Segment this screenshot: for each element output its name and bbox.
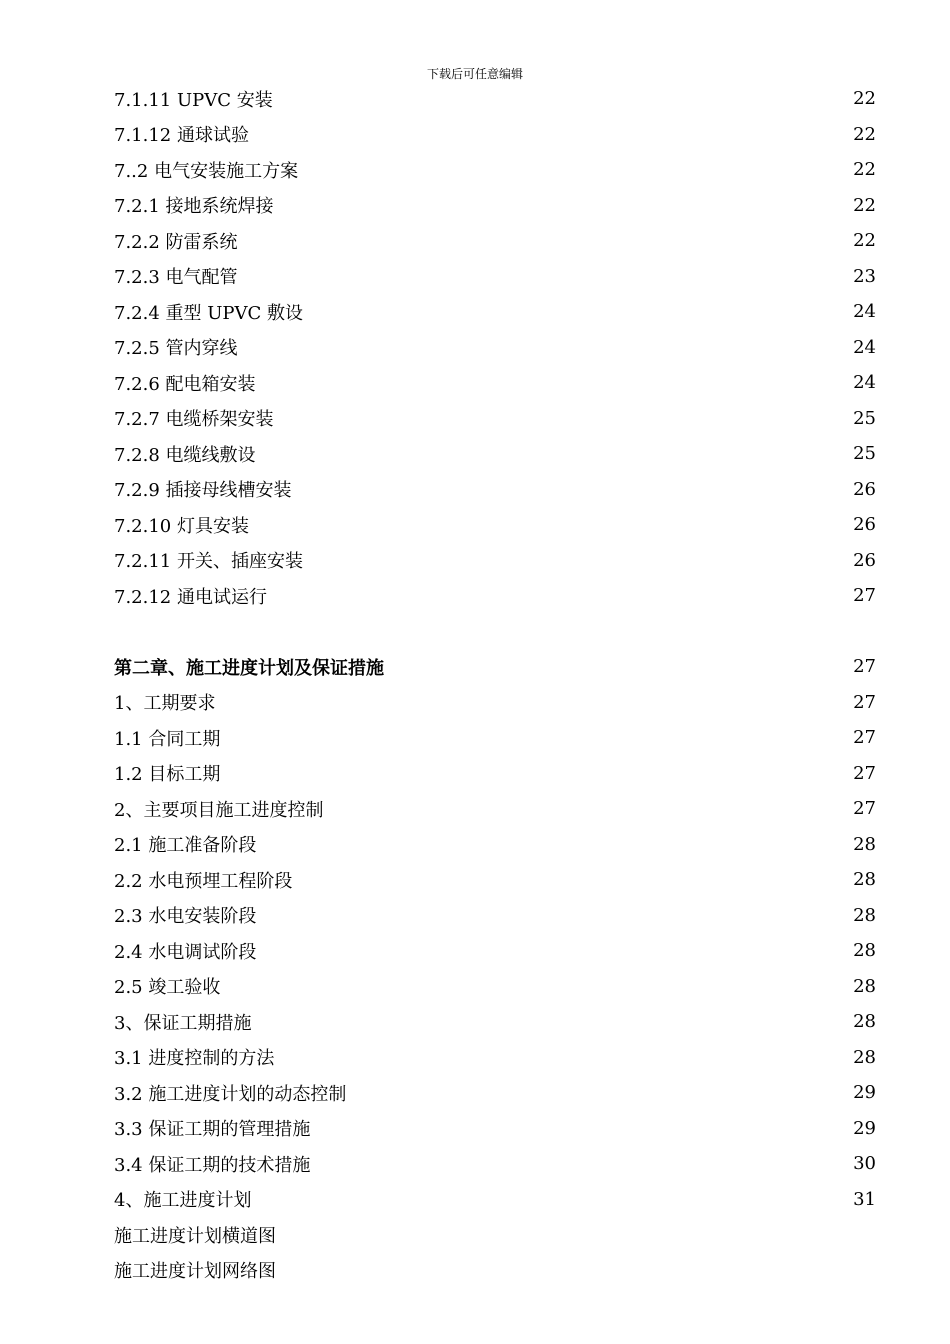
chapter-page: 27 bbox=[853, 656, 876, 678]
toc-entry-page: 22 bbox=[853, 230, 876, 252]
toc-entry-page: 28 bbox=[853, 869, 876, 891]
toc-entry-label: 7.2.5 管内穿线 bbox=[114, 338, 238, 360]
toc-entry-page: 29 bbox=[853, 1117, 876, 1139]
toc-entry-label: 3.1 进度控制的方法 bbox=[114, 1048, 275, 1070]
toc-entry-page: 25 bbox=[853, 443, 876, 465]
toc-entry[interactable] bbox=[114, 685, 876, 721]
toc-entry-label: 2.3 水电安装阶段 bbox=[114, 906, 257, 928]
toc-entry[interactable] bbox=[114, 330, 876, 366]
toc-entry[interactable] bbox=[114, 1182, 876, 1218]
toc-entry[interactable] bbox=[114, 188, 876, 224]
toc-entry-page: 28 bbox=[853, 975, 876, 997]
toc-entry[interactable] bbox=[114, 969, 876, 1005]
toc-entry[interactable] bbox=[114, 259, 876, 295]
toc-entry-label: 2.5 竣工验收 bbox=[114, 977, 221, 999]
toc-entry-label: 7.2.3 电气配管 bbox=[114, 267, 238, 289]
toc-entry-label: 7.2.2 防雷系统 bbox=[114, 231, 238, 253]
toc-entry[interactable] bbox=[114, 720, 876, 756]
toc-entry-page: 22 bbox=[853, 159, 876, 181]
toc-entry-label: 1、工期要求 bbox=[114, 693, 216, 715]
toc-entry-page: 27 bbox=[853, 798, 876, 820]
toc-entry-page: 28 bbox=[853, 1011, 876, 1033]
toc-entry-label: 3.2 施工进度计划的动态控制 bbox=[114, 1083, 347, 1105]
toc-entry-label: 7.2.11 开关、插座安装 bbox=[114, 551, 303, 573]
toc-entry-page: 28 bbox=[853, 1046, 876, 1068]
toc-entry[interactable] bbox=[114, 827, 876, 863]
toc-entry-label: 7.2.1 接地系统焊接 bbox=[114, 196, 274, 218]
page-header: 下载后可任意编辑 bbox=[426, 67, 523, 81]
toc-entry[interactable] bbox=[114, 294, 876, 330]
toc-entry-page: 29 bbox=[853, 1082, 876, 1104]
toc-entry-label: 7..2 电气安装施工方案 bbox=[114, 160, 299, 182]
toc-entry-label: 1.1 合同工期 bbox=[114, 728, 221, 750]
toc-entry-page: 26 bbox=[853, 478, 876, 500]
toc-entry-page: 28 bbox=[853, 940, 876, 962]
toc-entry-label: 7.2.10 灯具安装 bbox=[114, 515, 249, 537]
toc-entry[interactable] bbox=[114, 81, 876, 117]
toc-entry-label: 7.2.4 重型 UPVC 敷设 bbox=[114, 302, 304, 324]
toc-entry-page: 28 bbox=[853, 833, 876, 855]
toc-entry[interactable] bbox=[114, 1040, 876, 1076]
toc-entry-label: 7.2.9 插接母线槽安装 bbox=[114, 480, 292, 502]
toc-entry-label: 7.2.8 电缆线敷设 bbox=[114, 444, 256, 466]
toc-entry-label: 7.2.6 配电箱安装 bbox=[114, 373, 256, 395]
toc-entry[interactable] bbox=[114, 152, 876, 188]
toc-entry[interactable] bbox=[114, 578, 876, 614]
toc-entry[interactable] bbox=[114, 756, 876, 792]
toc-entry-page: 27 bbox=[853, 585, 876, 607]
toc-entry-page: 24 bbox=[853, 301, 876, 323]
toc-entry[interactable] bbox=[114, 1111, 876, 1147]
toc-entry-page: 27 bbox=[853, 691, 876, 713]
toc-entry-label: 3.3 保证工期的管理措施 bbox=[114, 1119, 311, 1141]
toc-entry-label: 3、保证工期措施 bbox=[114, 1012, 252, 1034]
table-of-contents bbox=[114, 81, 876, 1288]
toc-entry[interactable] bbox=[114, 472, 876, 508]
toc-entry-label: 施工进度计划网络图 bbox=[114, 1261, 276, 1283]
toc-entry-page: 27 bbox=[853, 727, 876, 749]
toc-chapter-heading[interactable] bbox=[114, 649, 876, 685]
toc-entry-label: 2.4 水电调试阶段 bbox=[114, 941, 257, 963]
toc-entry-label: 7.2.7 电缆桥架安装 bbox=[114, 409, 274, 431]
toc-entry[interactable] bbox=[114, 223, 876, 259]
toc-entry[interactable] bbox=[114, 1253, 876, 1289]
toc-entry[interactable] bbox=[114, 436, 876, 472]
toc-entry[interactable] bbox=[114, 791, 876, 827]
toc-entry-label: 7.2.12 通电试运行 bbox=[114, 586, 267, 608]
toc-entry[interactable] bbox=[114, 862, 876, 898]
chapter-title: 第二章、施工进度计划及保证措施 bbox=[114, 657, 384, 679]
toc-entry-label: 2.2 水电预埋工程阶段 bbox=[114, 870, 293, 892]
toc-entry-page: 30 bbox=[853, 1153, 876, 1175]
toc-entry-page: 27 bbox=[853, 762, 876, 784]
toc-entry-label: 7.1.12 通球试验 bbox=[114, 125, 249, 147]
toc-entry-page: 31 bbox=[853, 1188, 876, 1210]
toc-entry-label: 2、主要项目施工进度控制 bbox=[114, 799, 324, 821]
toc-entry-page: 25 bbox=[853, 407, 876, 429]
toc-entry-label: 3.4 保证工期的技术措施 bbox=[114, 1154, 311, 1176]
toc-entry-label: 1.2 目标工期 bbox=[114, 764, 221, 786]
toc-entry[interactable] bbox=[114, 507, 876, 543]
toc-entry[interactable] bbox=[114, 1075, 876, 1111]
section-spacer bbox=[114, 614, 876, 650]
toc-entry-page: 22 bbox=[853, 88, 876, 110]
toc-entry-label: 4、施工进度计划 bbox=[114, 1190, 252, 1212]
toc-entry[interactable] bbox=[114, 401, 876, 437]
toc-entry-label: 施工进度计划横道图 bbox=[114, 1225, 276, 1247]
toc-entry[interactable] bbox=[114, 933, 876, 969]
toc-entry[interactable] bbox=[114, 1146, 876, 1182]
toc-entry[interactable] bbox=[114, 1217, 876, 1253]
toc-entry-label: 7.1.11 UPVC 安装 bbox=[114, 89, 273, 111]
toc-entry[interactable] bbox=[114, 898, 876, 934]
toc-entry-page: 24 bbox=[853, 372, 876, 394]
toc-entry-label: 2.1 施工准备阶段 bbox=[114, 835, 257, 857]
toc-entry-page: 23 bbox=[853, 265, 876, 287]
toc-entry[interactable] bbox=[114, 1004, 876, 1040]
toc-entry-page: 22 bbox=[853, 194, 876, 216]
toc-entry-page: 26 bbox=[853, 549, 876, 571]
toc-entry-page: 26 bbox=[853, 514, 876, 536]
toc-entry[interactable] bbox=[114, 117, 876, 153]
toc-entry[interactable] bbox=[114, 543, 876, 579]
toc-entry-page: 22 bbox=[853, 123, 876, 145]
toc-entry-page: 28 bbox=[853, 904, 876, 926]
toc-entry-page: 24 bbox=[853, 336, 876, 358]
toc-entry[interactable] bbox=[114, 365, 876, 401]
